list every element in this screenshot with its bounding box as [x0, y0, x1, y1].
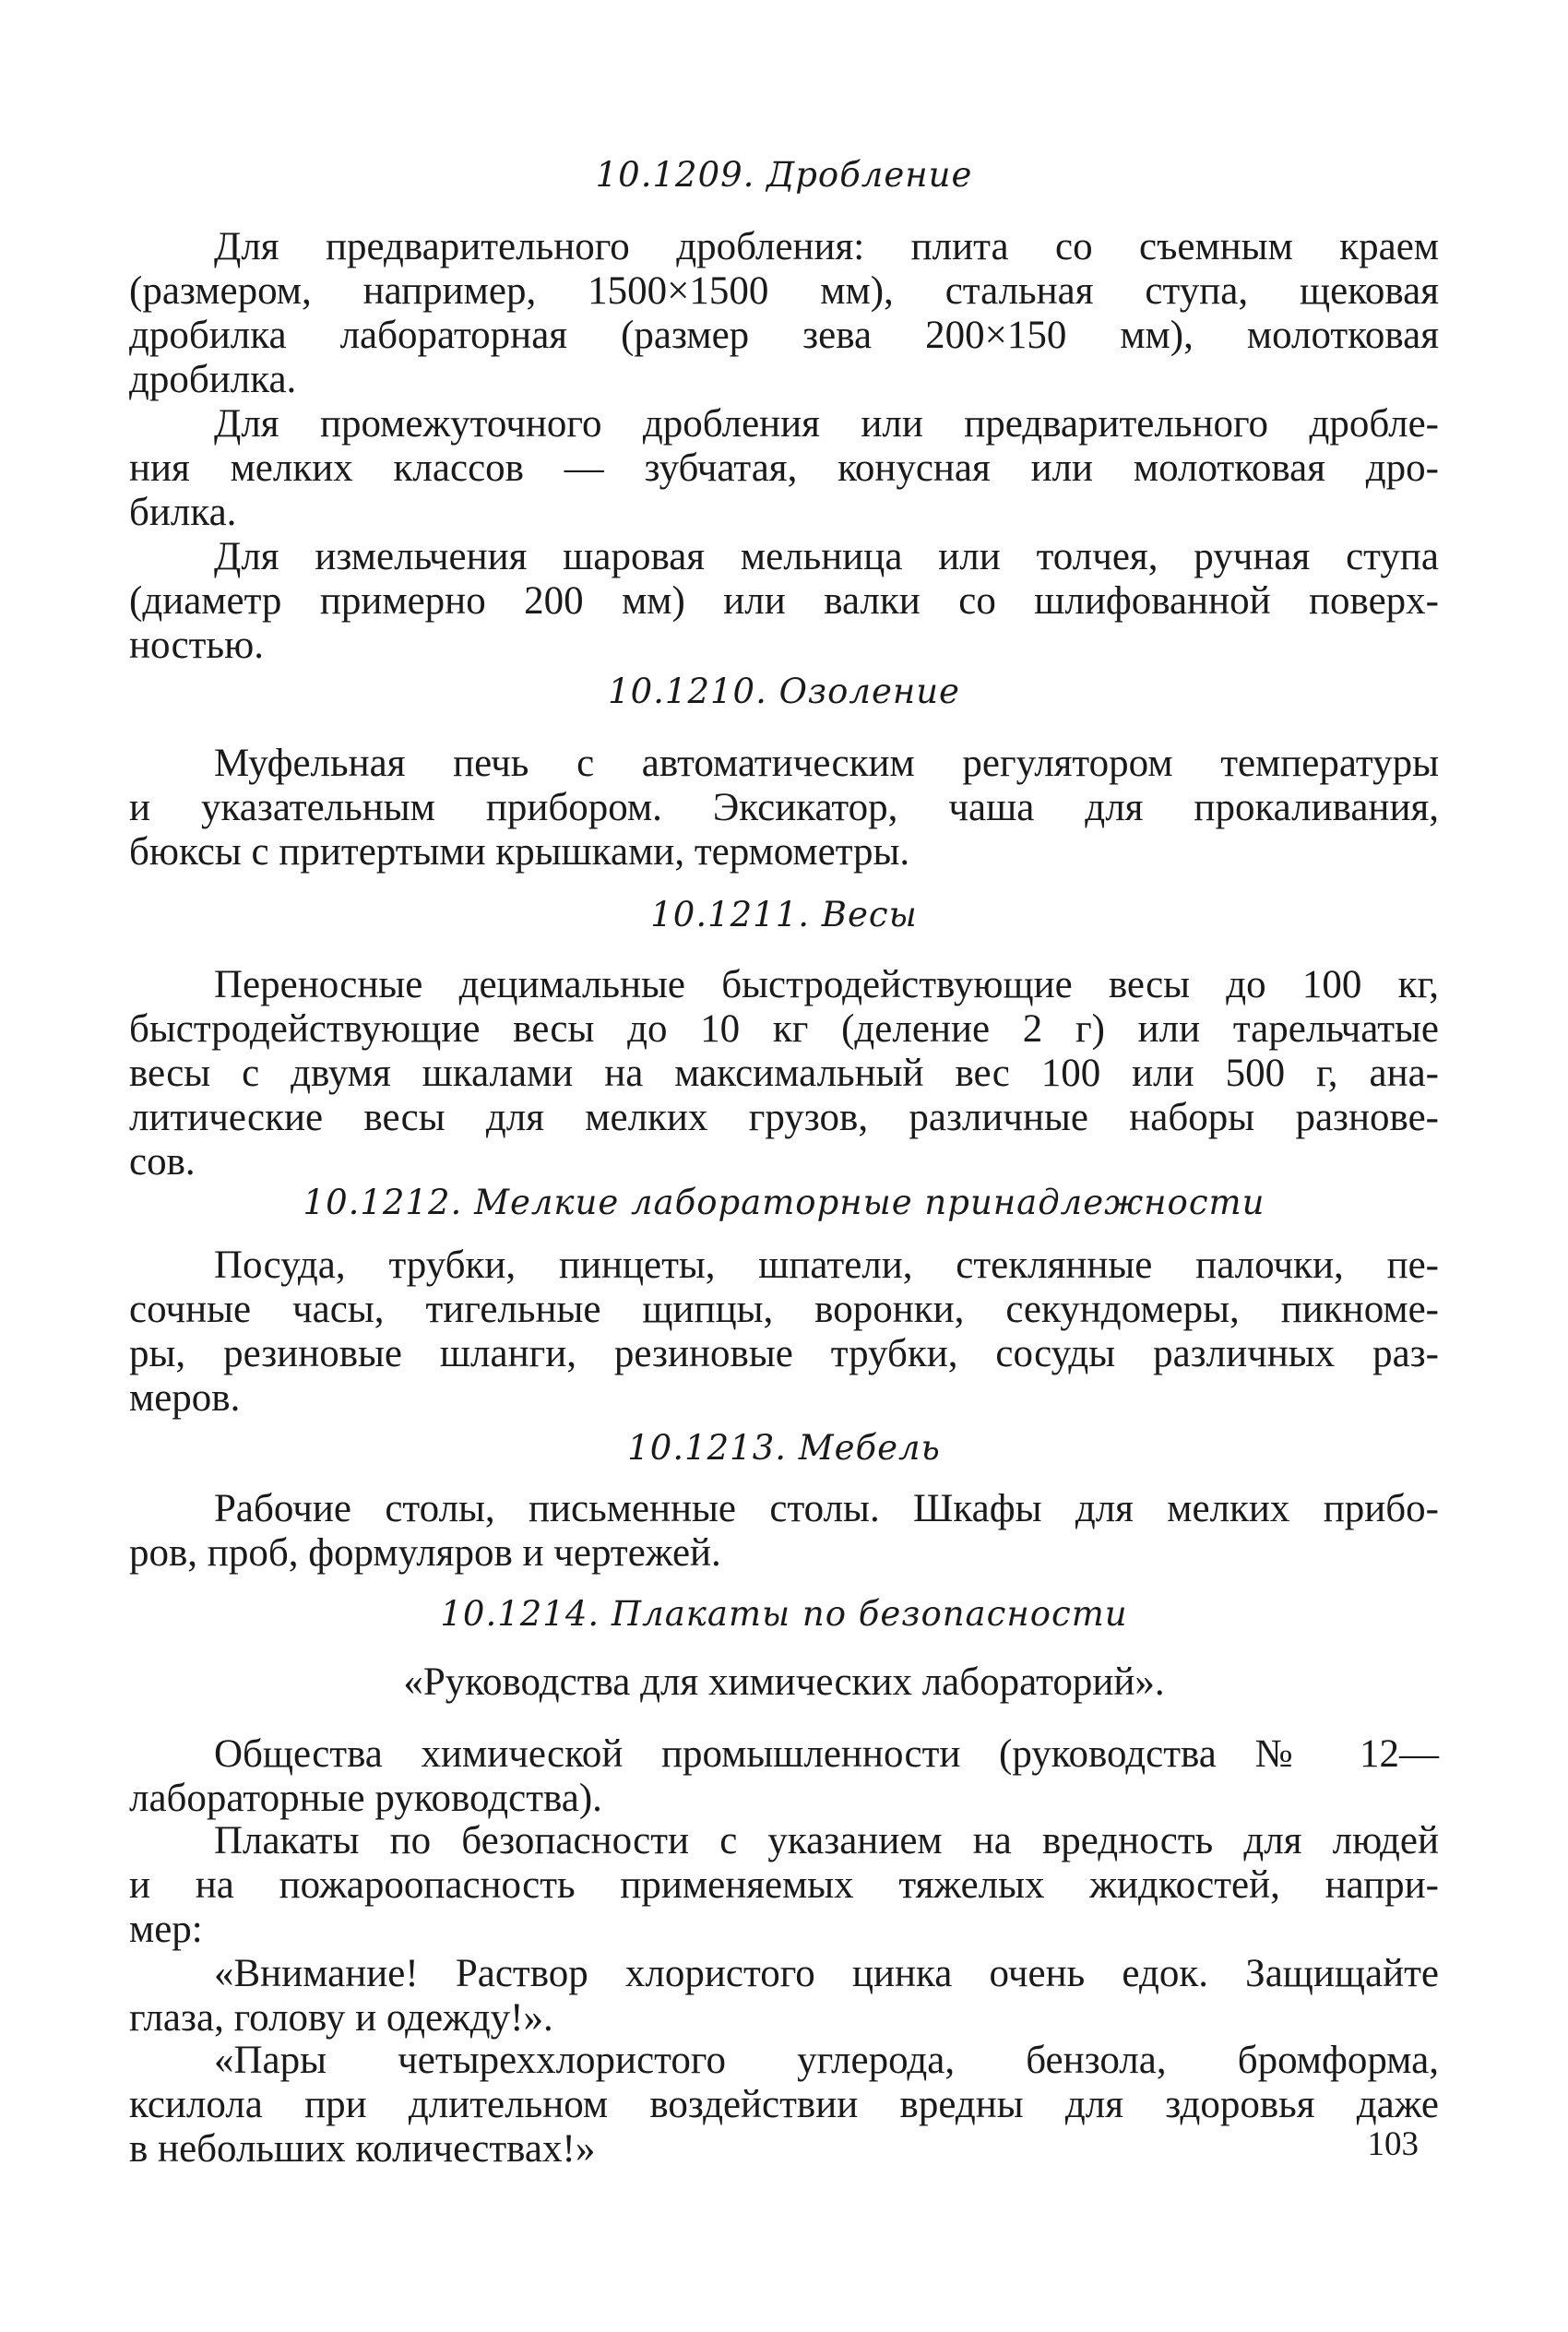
text-line: быстродействующие весы до 10 кг (деление 2 г) или тарельчатые — [129, 1007, 1439, 1051]
text-line: мер: — [129, 1908, 203, 1951]
text-line: Общества химической промышленности (руководства № 12— — [214, 1732, 1439, 1776]
text-line: дробилка. — [129, 358, 297, 401]
paragraph — [129, 963, 1439, 1184]
text-line: билка. — [129, 491, 237, 534]
paragraph — [129, 2039, 1439, 2171]
text-line: «Руководства для химических лабораторий». — [403, 1660, 1165, 1704]
text-line: «Внимание! Раствор хлористого цинка очень едок. Защищайте — [214, 1952, 1439, 1995]
text-line: и на пожароопасность применяемых тяжелых жидкостей, напри- — [129, 1863, 1439, 1907]
text-line: Для предварительного дробления: плита со съемным краем — [214, 225, 1439, 268]
section-heading: 10.1212. Мелкие лабораторные принадлежности — [303, 1183, 1265, 1222]
text-line: в небольших количествах!» — [129, 2127, 596, 2171]
text-line: Для измельчения шаровая мельница или толчея, ручная ступа — [214, 535, 1439, 578]
text-line: (диаметр примерно 200 мм) или валки со шлифованной поверх- — [129, 579, 1439, 623]
paragraph — [129, 1732, 1439, 1821]
text-line: ностью. — [129, 624, 264, 667]
section-heading: 10.1211. Весы — [650, 895, 918, 934]
text-line: «Пары четыреххлористого углерода, бензола, бромформа, — [214, 2039, 1439, 2082]
page-number: 103 — [1367, 2125, 1419, 2163]
section-heading: 10.1213. Мебель — [627, 1428, 941, 1468]
text-line: Переносные децимальные быстродействующие весы до 100 кг, — [214, 963, 1439, 1006]
text-line: глаза, голову и одежду!». — [129, 1996, 553, 2040]
text-line: и указательным прибором. Эксикатор, чаша для прокаливания, — [129, 786, 1439, 829]
text-line: сов. — [129, 1140, 196, 1184]
text-line: весы с двумя шкалами на максимальный вес 100 или 500 г, ана- — [129, 1052, 1439, 1095]
text-line: Плакаты по безопасности с указанием на вредность для людей — [214, 1819, 1439, 1862]
text-line: литические весы для мелких грузов, различные наборы разнове- — [129, 1096, 1439, 1139]
text-line: ров, проб, формуляров и чертежей. — [129, 1531, 721, 1575]
text-line: Муфельная печь с автоматическим регулятором температуры — [214, 742, 1439, 785]
text-line: ры, резиновые шланги, резиновые трубки, сосуды различных раз- — [129, 1332, 1439, 1375]
section-heading: 10.1209. Дробление — [595, 155, 973, 195]
text-line: Посуда, трубки, пинцеты, шпатели, стеклянные палочки, пе- — [214, 1243, 1439, 1287]
text-line: ксилола при длительном воздействии вредны для здоровья даже — [129, 2083, 1439, 2126]
text-line: бюксы с притертыми крышками, термометры. — [129, 830, 910, 874]
text-line: меров. — [129, 1376, 241, 1420]
section-heading: 10.1214. Плакаты по безопасности — [440, 1594, 1128, 1634]
paragraph — [129, 1243, 1439, 1421]
paragraph — [129, 1952, 1439, 2040]
text-line: (размером, например, 1500×1500 мм), стальная ступа, щековая — [129, 269, 1439, 313]
paragraph — [129, 742, 1439, 874]
paragraph — [129, 1487, 1439, 1576]
text-line: ния мелких классов — зубчатая, конусная или молотковая дро- — [129, 446, 1439, 490]
text-line: сочные часы, тигельные щипцы, воронки, секундомеры, пикноме- — [129, 1288, 1439, 1331]
text-line: Для промежуточного дробления или предварительного дробле- — [214, 402, 1439, 446]
text-line: дробилка лабораторная (размер зева 200×150 мм), молотковая — [129, 314, 1439, 357]
section-heading: 10.1210. Озоление — [608, 672, 960, 711]
section-subtitle — [129, 1660, 1439, 1705]
paragraph — [129, 1819, 1439, 1952]
text-line: Рабочие столы, письменные столы. Шкафы для мелких прибо- — [214, 1487, 1439, 1530]
text-line: лабораторные руководства). — [129, 1777, 602, 1820]
paragraph — [129, 225, 1439, 402]
paragraph — [129, 402, 1439, 535]
paragraph — [129, 535, 1439, 668]
